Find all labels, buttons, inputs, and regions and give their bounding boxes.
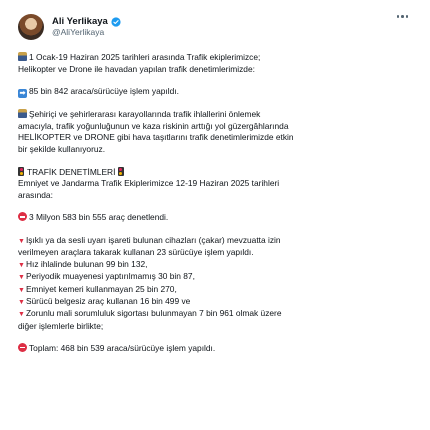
result-text: 85 bin 842 araca/sürücüye işlem yapıldı. [29,86,179,97]
avatar[interactable] [18,14,44,40]
red-triangle-down-icon: ▼ [18,298,25,306]
vehicles-text: 3 Milyon 583 bin 555 araç denetlendi. [29,212,169,223]
display-name[interactable]: Ali Yerlikaya [52,15,108,27]
red-triangle-down-icon: ▼ [18,237,25,245]
red-triangle-down-icon: ▼ [18,311,25,319]
desc-line-2: amacıyla, trafik yoğunluğunun ve kaza riskinin arttığı yol güzergâhlarında [18,120,289,131]
list-item: ▼Sürücü belgesiz araç kullanan 16 bin 499 ve [18,295,191,306]
list-item: ▼Hız ihlalinde bulunan 99 bin 132, [18,258,148,269]
list-item: ▼Zorunlu mali sorumluluk sigortası bulunmayan 7 bin 961 olmak üzere [18,308,282,319]
police-officer-icon [18,109,27,118]
inspections-line-2: arasında: [18,189,53,200]
right-arrow-icon: ➡ [19,90,26,98]
paragraph-description [18,109,412,155]
desc-line-3: HELİKOPTER ve DRONE gibi hava taşıtlarını trafik denetimlerimizde etkin [18,132,294,143]
inspections-title: TRAFİK DENETİMLERİ [27,166,116,177]
list-item: ▼Emniyet kemeri kullanmayan 25 bin 270, [18,283,177,294]
list-item: verilmeyen araçlara takarak kullanan 23 sürücüye işlem yapıldı. [18,247,254,258]
post-text [18,52,412,355]
list-item: diğer işlemlerle birlikte; [18,320,104,331]
red-triangle-down-icon: ▼ [18,274,25,282]
paragraph-total [18,343,412,355]
paragraph-result [18,86,412,98]
paragraph-vehicles [18,212,412,224]
intro-line-1: 1 Ocak-19 Haziran 2025 tarihleri arasında Trafik ekiplerimizce; [29,52,261,62]
traffic-light-icon [118,167,124,176]
no-entry-icon [18,212,27,221]
author-info [52,17,121,38]
more-options-icon[interactable] [397,15,409,18]
red-triangle-down-icon: ▼ [18,286,25,294]
list-item: ▼Periyodik muayenesi yaptırılmamış 30 bin 87, [18,271,195,282]
traffic-light-icon [18,167,24,176]
paragraph-inspections [18,167,412,202]
violations-list [18,235,412,332]
red-triangle-down-icon: ▼ [18,261,25,269]
inspections-line-1: Emniyet ve Jandarma Trafik Ekiplerimizce 12-19 Haziran 2025 tarihleri [18,178,280,189]
name-row [52,17,121,28]
desc-line-1: Şehiriçi ve şehirlerarası karayollarında trafik ihlallerini önlemek [29,109,261,120]
police-officer-icon [18,52,27,61]
no-entry-icon [18,343,27,352]
post-header [18,12,412,42]
verified-badge-icon [111,17,121,27]
list-item: ▼Işıklı ya da sesli uyarı işareti bulunan cihazları (çakar) mevzuatta izin [18,234,281,245]
intro-line-2: Helikopter ve Drone ile havadan yapılan trafik denetimlerimizde: [18,63,255,74]
user-handle[interactable]: @AliYerlikaya [52,26,105,37]
desc-line-4: bir şekilde kullanıyoruz. [18,143,106,154]
total-text: Toplam: 468 bin 539 araca/sürücüye işlem yapıldı. [29,343,216,354]
paragraph-intro [18,52,412,75]
